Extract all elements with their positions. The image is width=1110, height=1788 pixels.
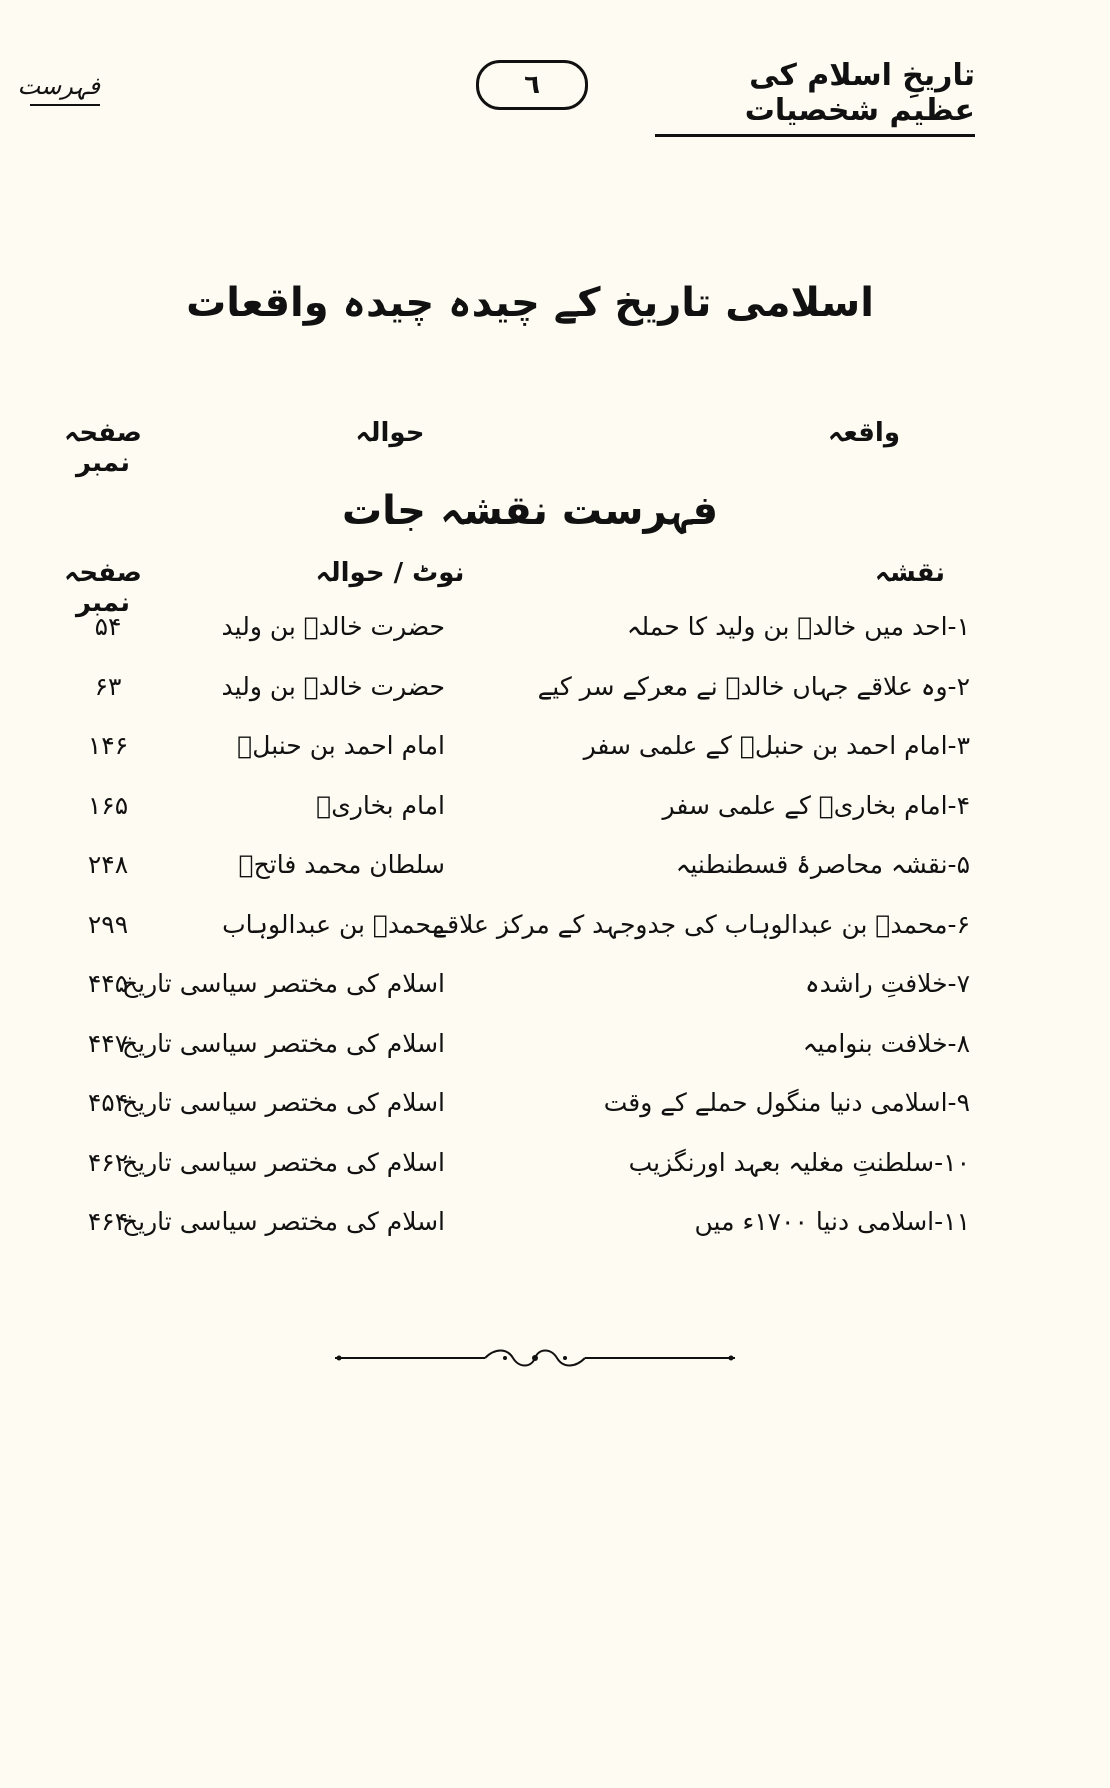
map-title: ۲-وہ علاقے جہاں خالدؓ نے معرکے سر کیے — [537, 671, 970, 701]
running-header-section: فہرست — [30, 72, 100, 106]
maps-section-title: فہرست نقشہ جات — [341, 488, 719, 534]
map-page: ۶۳ — [94, 671, 122, 701]
map-page: ۴۴۵ — [87, 969, 129, 998]
map-title: ۸-خلافت بنوامیہ — [802, 1028, 970, 1058]
col-header-map: نقشہ — [874, 558, 946, 588]
events-section-title: اسلامی تاریخ کے چیدہ چیدہ واقعات — [186, 280, 874, 326]
list-item — [0, 1207, 1110, 1267]
map-page: ۴۶۴ — [87, 1207, 129, 1236]
map-title: ۵-نقشہ محاصرۂ قسطنطنیہ — [675, 850, 970, 879]
running-header-book-title: تاریخِ اسلام کی عظیم شخصیات — [655, 58, 975, 137]
map-title: ۴-امام بخاریؒ کے علمی سفر — [662, 790, 970, 820]
list-item — [0, 969, 1110, 1029]
map-page: ۱۶۵ — [87, 790, 129, 820]
map-reference: امام احمد بن حنبلؒ — [237, 731, 445, 760]
map-reference: اسلام کی مختصر سیاسی تاریخ — [122, 1028, 445, 1058]
map-title: ۶-محمدؒ بن عبدالوہاب کی جدوجہد کے مرکز علاقے — [432, 909, 970, 939]
list-item — [0, 731, 1110, 791]
map-page: ۲۹۹ — [87, 909, 129, 939]
map-reference: امام بخاریؒ — [316, 790, 445, 820]
map-reference: اسلام کی مختصر سیاسی تاریخ — [122, 1088, 445, 1117]
map-reference: حضرت خالدؓ بن ولید — [221, 612, 445, 641]
map-page: ۴۴۷ — [87, 1028, 129, 1058]
list-item — [0, 1148, 1110, 1208]
col-header-note-reference: نوٹ / حوالہ — [315, 558, 465, 588]
map-reference: اسلام کی مختصر سیاسی تاریخ — [122, 1207, 445, 1236]
page-number — [476, 60, 588, 110]
list-item — [0, 910, 1110, 970]
map-page: ۲۴۸ — [87, 850, 129, 879]
col-header-map-page: صفحہ نمبر — [64, 558, 142, 618]
map-title: ۳-امام احمد بن حنبلؒ کے علمی سفر — [583, 731, 970, 760]
map-page: ۴۶۲ — [87, 1147, 129, 1177]
map-reference: محمدؒ بن عبدالوہاب — [222, 909, 445, 939]
map-title: ۱-احد میں خالدؓ بن ولید کا حملہ — [626, 612, 970, 641]
list-item — [0, 612, 1110, 672]
map-page: ۵۴ — [94, 612, 122, 641]
maps-column-headers — [0, 558, 1110, 618]
list-item — [0, 791, 1110, 851]
map-title: ۹-اسلامی دنیا منگول حملے کے وقت — [603, 1088, 970, 1117]
map-title: ۱۰-سلطنتِ مغلیہ بعہد اورنگزیب — [628, 1147, 970, 1177]
divider-ornament — [335, 1343, 735, 1373]
map-title: ۱۱-اسلامی دنیا ۱۷۰۰ء میں — [694, 1207, 970, 1236]
map-reference: اسلام کی مختصر سیاسی تاریخ — [122, 969, 445, 998]
map-page: ۴۵۴ — [87, 1088, 129, 1117]
col-header-event: واقعہ — [827, 418, 900, 448]
map-list — [0, 612, 1110, 1267]
col-header-page: صفحہ نمبر — [64, 418, 142, 478]
map-title: ۷-خلافتِ راشدہ — [804, 969, 970, 998]
list-item — [0, 1029, 1110, 1089]
list-item — [0, 672, 1110, 732]
col-header-reference: حوالہ — [355, 418, 425, 448]
map-reference: سلطان محمد فاتحؒ — [238, 850, 445, 879]
list-item — [0, 850, 1110, 910]
map-reference: اسلام کی مختصر سیاسی تاریخ — [122, 1147, 445, 1177]
list-item — [0, 1088, 1110, 1148]
map-reference: حضرت خالدؓ بن ولید — [221, 671, 445, 701]
page-number-text: ٦ — [524, 70, 540, 100]
map-page: ۱۴۶ — [87, 731, 129, 760]
events-column-headers — [0, 418, 1110, 478]
